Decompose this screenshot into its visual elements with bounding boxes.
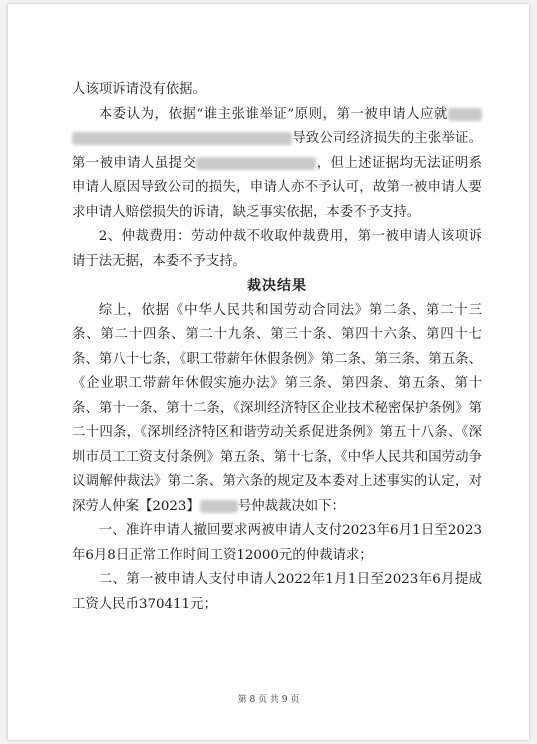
paragraph-5: 一、准许申请人撤回要求两被申请人支付2023年6月1日至2023年6月8日正常工作时间工资12000元的仲裁请求； bbox=[72, 523, 482, 563]
paragraph-2-part-b: 导致公司经济损失的主张举证。第一被申请人虽提交 bbox=[72, 131, 482, 171]
paragraph-4-part-b: 号仲裁裁决如下： bbox=[237, 498, 345, 514]
paragraph-2-part-c: ，但上述证据均无法证明系申请人原因导致公司的损失，申请人亦不予认可，故第一被申请人要求申请人赔偿损失的诉请，缺乏事实依据，本委不予支持。 bbox=[72, 155, 483, 220]
document-body bbox=[72, 78, 482, 617]
paragraph-4 bbox=[72, 299, 482, 520]
paragraph-3: 2、仲裁费用：劳动仲裁不收取仲裁费用，第一被申请人该项诉请于法无据，本委不予支持。 bbox=[72, 229, 482, 269]
page-footer: 第 8 页 共 9 页 bbox=[237, 695, 300, 705]
paragraph-4-part-a: 综上，依据《中华人民共和国劳动合同法》第二条、第二十三条、第二十四条、第二十九条、第三十条、第四十六条、第四十七条、第八十七条，《职工带薪年休假条例》第二条、第三条、第五条、《企业职工带薪年休假实施办法》第三条、第四条、第五条、第十条、第十一条、第十二条，《深圳经济特区企业技术秘密保护条例》第二十四条，《深圳经济特区和谐劳动关系促进条例》第五十八条、《深圳市员工工资支付条例》第五条、第十七条，《中华人民共和国劳动争议调解仲裁法》第二条、第六条的规定及本委对上述事实的认定，对深劳人仲案【2023】 bbox=[72, 302, 482, 514]
paragraph-2-part-a: 本委认为，依据“谁主张谁举证”原则，第一被申请人应就 bbox=[98, 106, 448, 122]
redaction-mark bbox=[200, 500, 238, 513]
paragraph-6: 二、第一被申请人支付申请人2022年1月1日至2023年6月提成工资人民币370411元； bbox=[72, 572, 482, 612]
redaction-mark bbox=[196, 157, 316, 170]
redaction-mark bbox=[448, 108, 482, 121]
redaction-mark bbox=[72, 132, 292, 145]
paragraph-1: 人该项诉请没有依据。 bbox=[72, 82, 206, 97]
section-heading: 裁决结果 bbox=[247, 278, 307, 294]
paragraph-2 bbox=[72, 103, 482, 226]
document-page bbox=[8, 4, 529, 740]
